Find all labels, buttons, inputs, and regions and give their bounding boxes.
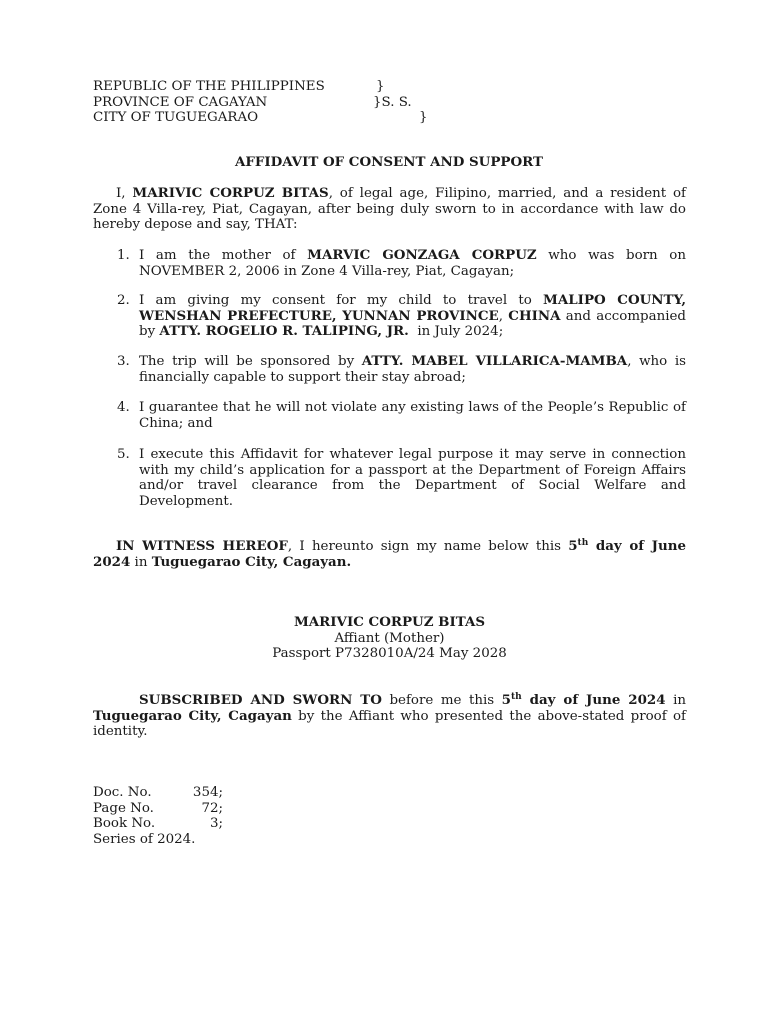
venue-line-city: CITY OF TUGUEGARAO } (93, 110, 428, 126)
venue-line-province: PROVINCE OF CAGAYAN }S. S. (93, 94, 412, 110)
sponsor-name: ATTY. MABEL VILLARICA-MAMBA (361, 353, 628, 369)
notarial-register (93, 785, 223, 847)
intro-paragraph: I, MARIVIC CORPUZ BITAS, of legal age, Filipino, married, and a resident of Zone 4 Villa-rey, Piat, Cagayan, after being duly sworn to in accordance with law do hereby depose and say, THAT: (93, 185, 687, 233)
venue-block (93, 79, 513, 126)
witness-paragraph: IN WITNESS HEREOF, I hereunto sign my name below this 5th day of June 2024 in Tuguegarao City, Cagayan. (93, 538, 687, 570)
signatory-role: Affiant (Mother) (334, 630, 445, 646)
jurat-paragraph: SUBSCRIBED AND SWORN TO before me this 5th day of June 2024 in Tuguegarao City, Cagayan by the Affiant who presented the above-stated proof of identity. (93, 692, 686, 740)
signature-block (93, 615, 686, 662)
brace: } (376, 79, 385, 94)
series-year: Series of 2024. (93, 831, 196, 847)
companion-name: ATTY. ROGELIO R. TALIPING, JR. (159, 323, 409, 340)
venue-line-republic: REPUBLIC OF THE PHILIPPINES } (93, 79, 385, 94)
passport-details: Passport P7328010A/24 May 2028 (272, 646, 507, 662)
destination: MALIPO COUNTY, WENSHAN PREFECTURE, YUNNAN PROVINCE (139, 292, 687, 324)
child-name: MARVIC GONZAGA CORPUZ (307, 247, 537, 263)
affiant-name: MARIVIC CORPUZ BITAS (132, 185, 329, 201)
signatory-name: MARIVIC CORPUZ BITAS (293, 614, 486, 630)
brace: } (419, 110, 428, 126)
book-number: Book No. 3; (93, 816, 223, 832)
doc-number: Doc. No. 354; (93, 785, 223, 800)
document-title: AFFIDAVIT OF CONSENT AND SUPPORT (234, 154, 544, 170)
affidavit-page: REPUBLIC OF THE PHILIPPINES } PROVINCE OF CAGAYAN }S. S. CITY OF TUGUEGARAO } AFFIDAVIT OF CONSENT AND SUPPORT I, MARIVIC CORPUZ BITAS, of legal age, Filipino, married, and a resident of Zone 4 Villa-rey, Piat, Cagayan, after being duly sworn to in accordance with law do hereby depose and say, THAT: 1. I am the mother of MARVIC GONZAGA CORPUZ who was born on NOVEMBER 2, 2006 in Zone 4 Villa-rey, Piat, Cagayan; 2. I am giving my consent for my child to travel to MALIPO COUNTY, WENSHAN PREFECTURE, YUNNAN PROVINCE, CHINA and accompanied by ATTY. ROGELIO R. TALIPING, JR. in July 2024; 3. The trip will be sponsored by ATTY. MABEL VILLARICA-MAMBA, who is financially capable to support their stay abroad; 4. I guarantee that he will not violate any existing laws of the People’s Republic of China; and 5. I execute this Affidavit for whatever legal purpose it may serve in connection with my child’s application for a passport at the Department of Foreign Affairs and/or travel clearance from the Department of Social Welfare and Development. IN WITNESS HEREOF, I hereunto sign my name below this 5th day of June 2024 in Tuguegarao City, Cagayan. MARIVIC CORPUZ BITAS Affiant (Mother) Passport P7328010A/24 May 2028 SUBSCRIBED AND SWORN TO before me this 5th day of June 2024 in Tuguegarao City, Cagayan by the Affiant who presented the above-stated proof of identity. Doc. No. 354; Page No. 72; Book No. 3; Series of 2024. (0, 0, 768, 1024)
page-number: Page No. 72; (93, 800, 223, 816)
venue-ss: }S. S. (373, 94, 412, 110)
